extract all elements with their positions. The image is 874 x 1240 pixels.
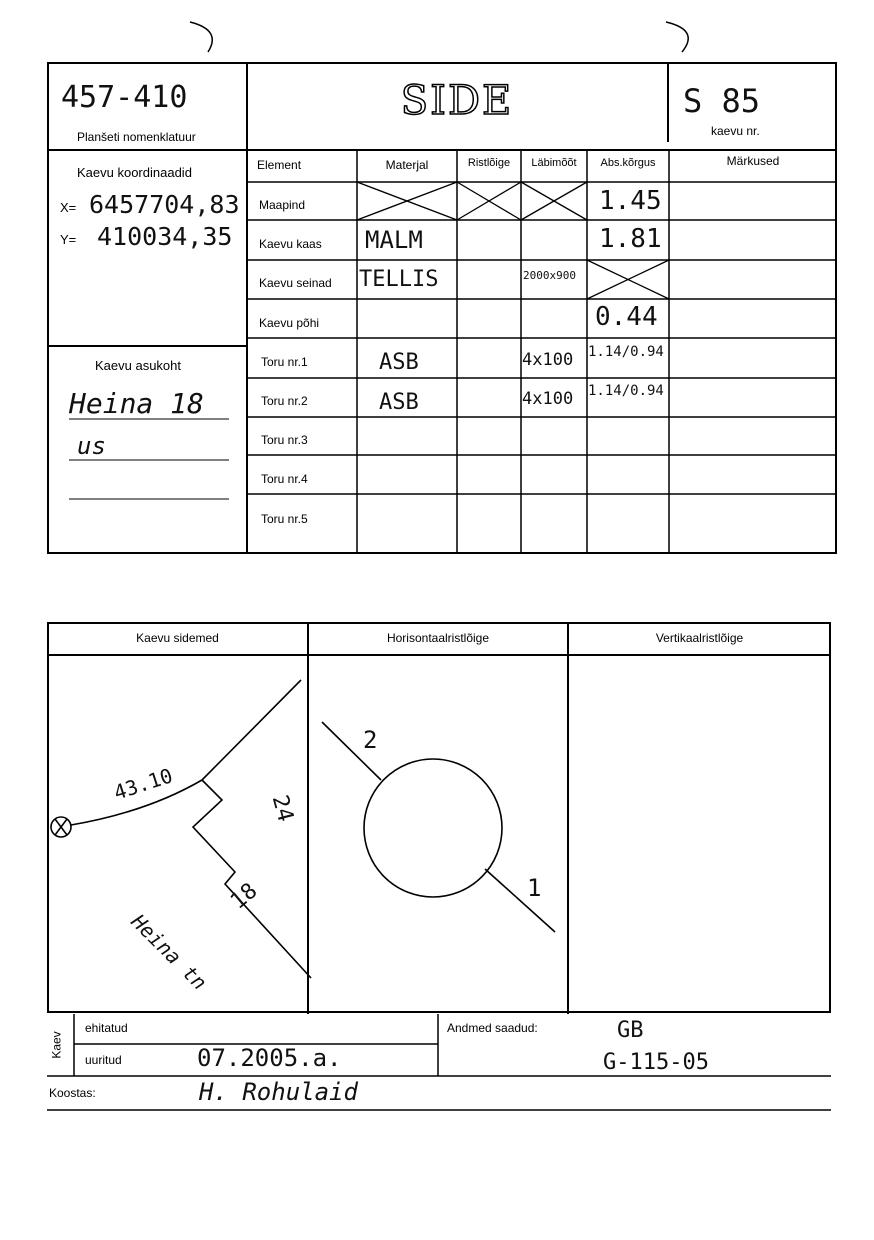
tie-distance-c: 18 bbox=[226, 878, 263, 915]
cell-pipe2-material: ASB bbox=[379, 390, 419, 415]
sketch-header-horizontal: Horisontaalristlõige bbox=[386, 631, 490, 645]
col-header-cross-section: Ristlõige bbox=[467, 157, 511, 169]
tie-distance-a: 43.10 bbox=[110, 763, 176, 805]
row-label-ground: Maapind bbox=[259, 198, 306, 212]
location-line2: us bbox=[77, 432, 106, 460]
well-card-top bbox=[47, 62, 837, 554]
col-header-abs-height: Abs.kõrgus bbox=[600, 157, 656, 169]
data-from-value-2: G-115-05 bbox=[603, 1050, 709, 1075]
cell-bottom-height: 0.44 bbox=[595, 302, 658, 332]
row-label-well-walls: Kaevu seinad bbox=[259, 276, 332, 290]
cell-pipe2-diameter: 4x100 bbox=[522, 389, 574, 409]
x-label: X= bbox=[60, 200, 77, 215]
page-title: SIDE bbox=[400, 78, 514, 124]
pipe-1-label: 1 bbox=[527, 874, 542, 902]
cell-ground-height: 1.45 bbox=[599, 186, 662, 216]
cell-lid-material: MALM bbox=[365, 226, 423, 254]
data-from-label: Andmed saadud: bbox=[447, 1021, 538, 1035]
location-line1: Heina 18 bbox=[69, 387, 204, 420]
plansheet-value: 457-410 bbox=[61, 80, 188, 115]
row-label-well-lid: Kaevu kaas bbox=[259, 237, 322, 251]
street-label: Heina tn bbox=[126, 909, 212, 995]
footer bbox=[47, 1014, 831, 1114]
col-header-diameter: Läbimõõt bbox=[531, 157, 577, 169]
well-card-bottom bbox=[47, 622, 831, 1014]
compiler-label: Koostas: bbox=[49, 1086, 96, 1100]
surveyed-label: uuritud bbox=[85, 1053, 122, 1067]
row-label-pipe-2: Toru nr.2 bbox=[261, 394, 308, 408]
y-value: 410034,35 bbox=[97, 222, 233, 251]
well-circle bbox=[364, 759, 502, 897]
row-label-pipe-3: Toru nr.3 bbox=[261, 433, 308, 447]
cell-pipe1-material: ASB bbox=[379, 350, 419, 375]
col-header-element: Element bbox=[257, 158, 302, 172]
pipe-2-label: 2 bbox=[363, 726, 378, 754]
row-label-pipe-1: Toru nr.1 bbox=[261, 355, 308, 369]
sketch-header-ties: Kaevu sidemed bbox=[136, 631, 219, 645]
cell-lid-height: 1.81 bbox=[599, 224, 662, 254]
data-from-value-1: GB bbox=[617, 1018, 644, 1043]
col-header-material: Materjal bbox=[385, 158, 429, 172]
cell-pipe1-diameter: 4x100 bbox=[522, 350, 574, 370]
plansheet-label: Planšeti nomenklatuur bbox=[77, 130, 196, 144]
sketch-header-vertical: Vertikaalristlõige bbox=[655, 631, 744, 645]
row-label-pipe-4: Toru nr.4 bbox=[261, 472, 308, 486]
kaev-label: Kaev bbox=[49, 1031, 64, 1059]
col-header-notes: Märkused bbox=[726, 154, 780, 168]
cell-walls-material: TELLIS bbox=[359, 267, 439, 292]
well-number-label: kaevu nr. bbox=[711, 124, 760, 138]
y-label: Y= bbox=[60, 232, 77, 247]
location-label: Kaevu asukoht bbox=[95, 358, 182, 373]
cell-walls-diameter: 2000x900 bbox=[523, 269, 576, 282]
built-label: ehitatud bbox=[85, 1021, 128, 1035]
tie-distance-b: 24 bbox=[266, 792, 298, 825]
well-number-value: S 85 bbox=[683, 82, 761, 120]
cell-pipe1-height: 1.14/0.94 bbox=[588, 344, 664, 360]
coordinates-label: Kaevu koordinaadid bbox=[77, 165, 192, 180]
horizontal-cross-section-sketch bbox=[322, 722, 555, 932]
pipe-1-line bbox=[485, 869, 555, 932]
cell-pipe2-height: 1.14/0.94 bbox=[588, 383, 664, 399]
ties-sketch bbox=[51, 680, 311, 978]
row-label-pipe-5: Toru nr.5 bbox=[261, 512, 308, 526]
row-label-well-bottom: Kaevu põhi bbox=[259, 316, 320, 330]
compiler-value: H. Rohulaid bbox=[199, 1078, 358, 1106]
surveyed-value: 07.2005.a. bbox=[197, 1044, 342, 1072]
x-value: 6457704,83 bbox=[89, 190, 240, 219]
